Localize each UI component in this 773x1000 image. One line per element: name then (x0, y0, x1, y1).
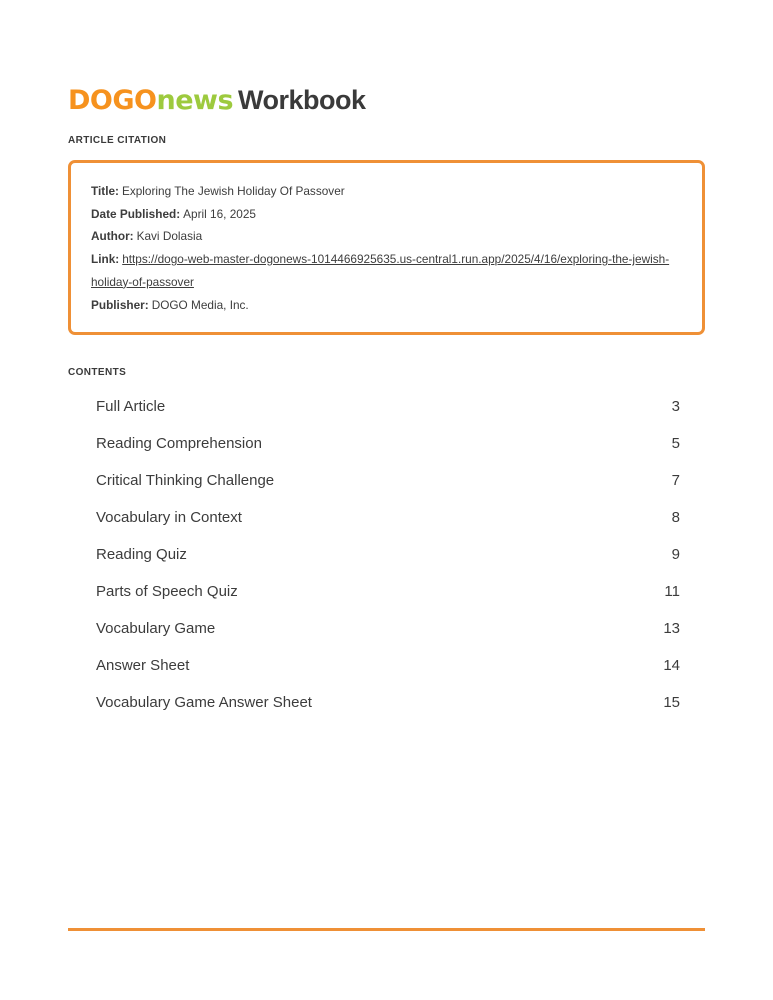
article-link[interactable]: https://dogo-web-master-dogonews-1014466925635.us-central1.run.app/2025/4/16/exploring-the-jewish-holiday-of-passover (91, 252, 670, 289)
toc-row-vocabulary-in-context (68, 499, 680, 536)
toc-row-full-article (68, 388, 680, 425)
citation-box (68, 160, 705, 335)
toc-page-number: 14 (663, 657, 680, 675)
article-citation-heading: ARTICLE CITATION (68, 135, 167, 146)
toc-item-label: Reading Comprehension (96, 435, 262, 453)
citation-publisher-label: Publisher: (91, 297, 149, 312)
toc-row-reading-quiz (68, 536, 680, 573)
citation-link-label: Link: (91, 252, 120, 267)
citation-publisher-value: DOGO Media, Inc. (151, 297, 249, 312)
toc-page-number: 7 (671, 472, 680, 490)
citation-author-value: Kavi Dolasia (136, 229, 203, 244)
citation-date-value: April 16, 2025 (183, 206, 256, 221)
toc-row-parts-of-speech-quiz (68, 573, 680, 610)
logo-news: news (156, 85, 234, 116)
toc-item-label: Reading Quiz (96, 546, 187, 564)
toc-row-vocabulary-game-answer-sheet (68, 684, 680, 721)
toc-page-number: 3 (671, 398, 680, 416)
toc-item-label: Parts of Speech Quiz (96, 583, 238, 601)
citation-title-value: Exploring The Jewish Holiday Of Passover (121, 184, 345, 198)
contents-heading: CONTENTS (68, 367, 127, 379)
toc-item-label: Vocabulary Game Answer Sheet (96, 694, 312, 712)
citation-author-row (91, 225, 680, 248)
citation-title-row (91, 180, 680, 203)
citation-date-row (91, 203, 680, 226)
logo-dogo: DOGO (68, 85, 157, 116)
toc-item-label: Full Article (96, 398, 166, 416)
toc-item-label: Critical Thinking Challenge (96, 472, 275, 490)
toc-item-label: Vocabulary in Context (96, 509, 242, 527)
toc-page-number: 13 (663, 620, 680, 638)
citation-link-row (91, 248, 680, 293)
toc-item-label: Vocabulary Game (96, 620, 216, 638)
toc-row-reading-comprehension (68, 425, 680, 462)
toc-page-number: 8 (671, 509, 680, 527)
toc-page-number: 5 (671, 435, 680, 453)
toc-page-number: 11 (664, 583, 680, 601)
citation-date-label: Date Published: (91, 206, 181, 221)
table-of-contents (68, 388, 680, 721)
footer-divider (68, 928, 705, 931)
toc-page-number: 15 (663, 694, 680, 712)
citation-publisher-row (91, 294, 680, 317)
toc-item-label: Answer Sheet (96, 657, 190, 675)
citation-title-label: Title: (91, 184, 119, 198)
toc-row-vocabulary-game (68, 610, 680, 647)
toc-row-answer-sheet (68, 647, 680, 684)
toc-row-critical-thinking-challenge (68, 462, 680, 499)
citation-author-label: Author: (91, 229, 134, 244)
toc-page-number: 9 (671, 546, 680, 564)
workbook-title: Workbook (238, 85, 366, 115)
dogonews-logo (0, 0, 773, 117)
